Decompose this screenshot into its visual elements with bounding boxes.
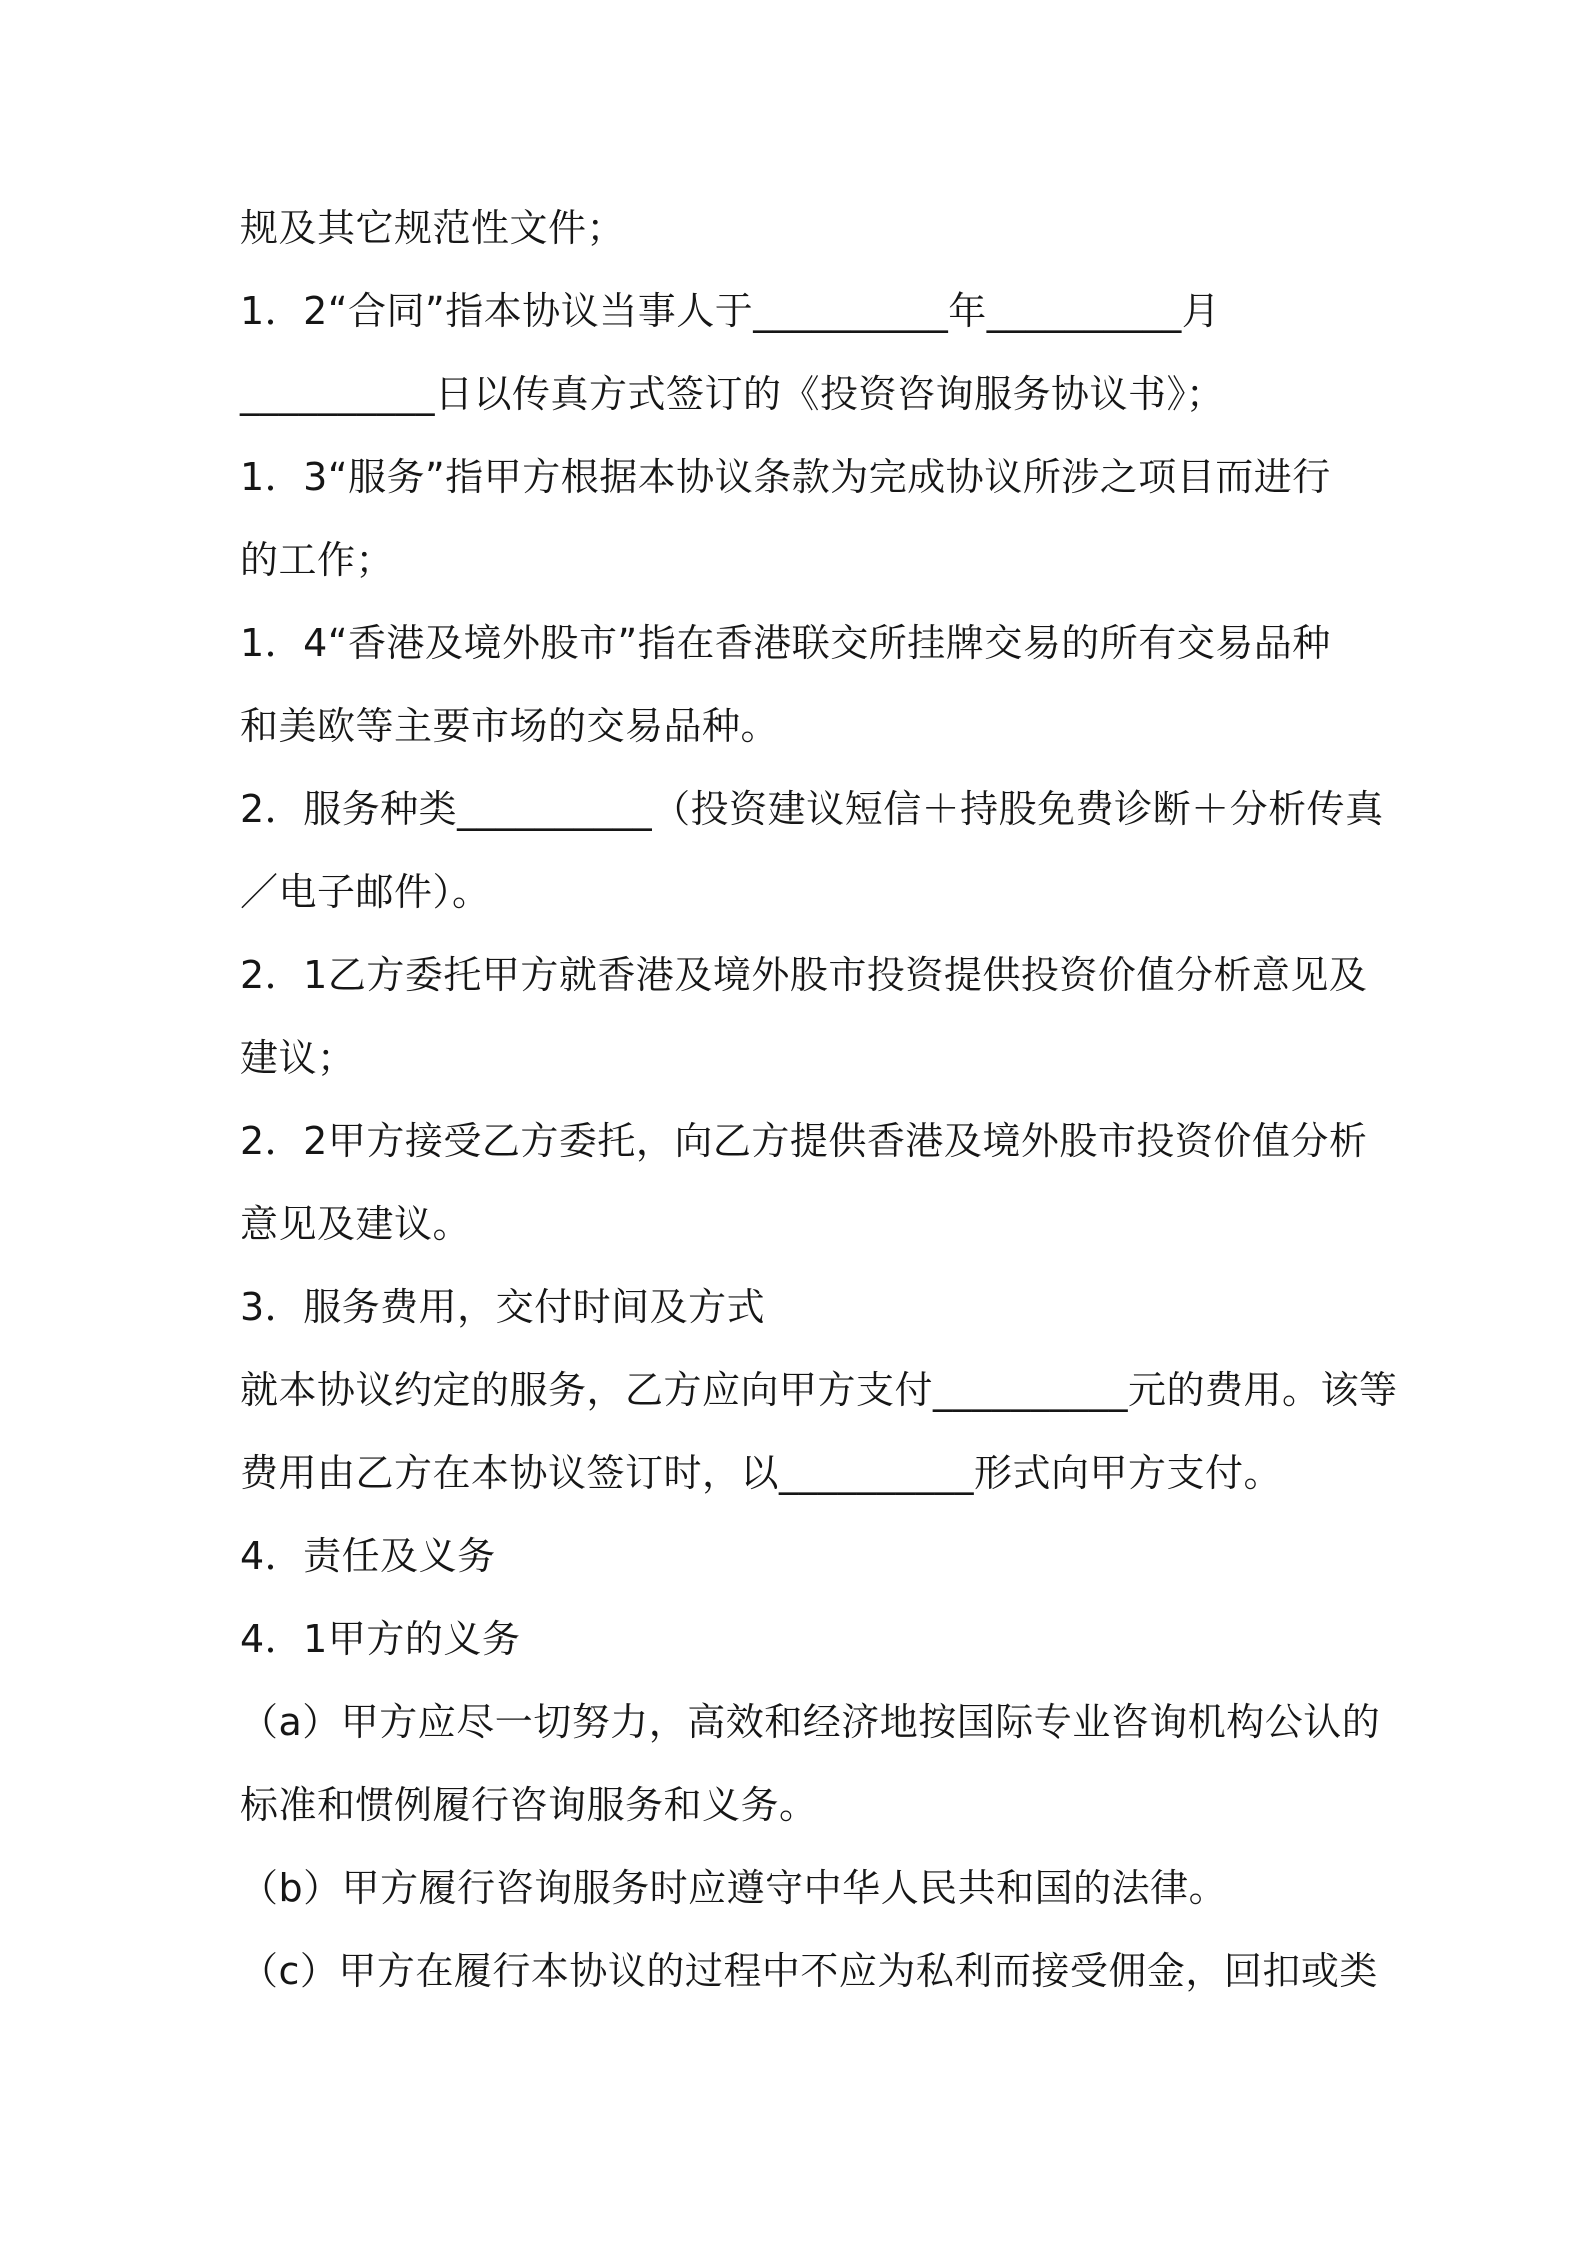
text-line: （b）甲方履行咨询服务时应遵守中华人民共和国的法律。	[240, 1866, 1228, 1910]
text-line: 和美欧等主要市场的交易品种。	[240, 704, 780, 748]
section-heading: 4．1甲方的义务	[240, 1617, 521, 1661]
text-line: 就本协议约定的服务，乙方应向甲方支付__________元的费用。该等	[240, 1368, 1398, 1412]
text-line: （a）甲方应尽一切努力，高效和经济地按国际专业咨询机构公认的	[240, 1700, 1381, 1744]
text-line: ／电子邮件）。	[240, 870, 491, 914]
text-line: 2．2甲方接受乙方委托，向乙方提供香港及境外股市投资价值分析	[240, 1119, 1368, 1163]
text-line: 1．4“香港及境外股市”指在香港联交所挂牌交易的所有交易品种	[240, 621, 1331, 665]
section-heading: 4．责任及义务	[240, 1534, 496, 1578]
text-line: 2．1乙方委托甲方就香港及境外股市投资提供投资价值分析意见及	[240, 953, 1368, 997]
text-line: （c）甲方在履行本协议的过程中不应为私利而接受佣金，回扣或类	[240, 1949, 1378, 1993]
text-line: 标准和惯例履行咨询服务和义务。	[240, 1783, 818, 1827]
text-line: 1．2“合同”指本协议当事人于__________年__________月	[240, 289, 1221, 333]
text-line: 1．3“服务”指甲方根据本协议条款为完成协议所涉之项目而进行	[240, 455, 1331, 499]
text-line: 建议；	[240, 1036, 356, 1080]
text-line: 意见及建议。	[240, 1202, 472, 1246]
text-line: 费用由乙方在本协议签订时，以__________形式向甲方支付。	[240, 1451, 1283, 1495]
text-line: __________日以传真方式签订的《投资咨询服务协议书》；	[240, 372, 1225, 416]
text-line: 规及其它规范性文件；	[240, 206, 626, 250]
text-line: 的工作；	[240, 538, 395, 582]
section-heading: 3．服务费用，交付时间及方式	[240, 1285, 766, 1329]
text-line: 2．服务种类__________（投资建议短信＋持股免费诊断＋分析传真	[240, 787, 1384, 831]
